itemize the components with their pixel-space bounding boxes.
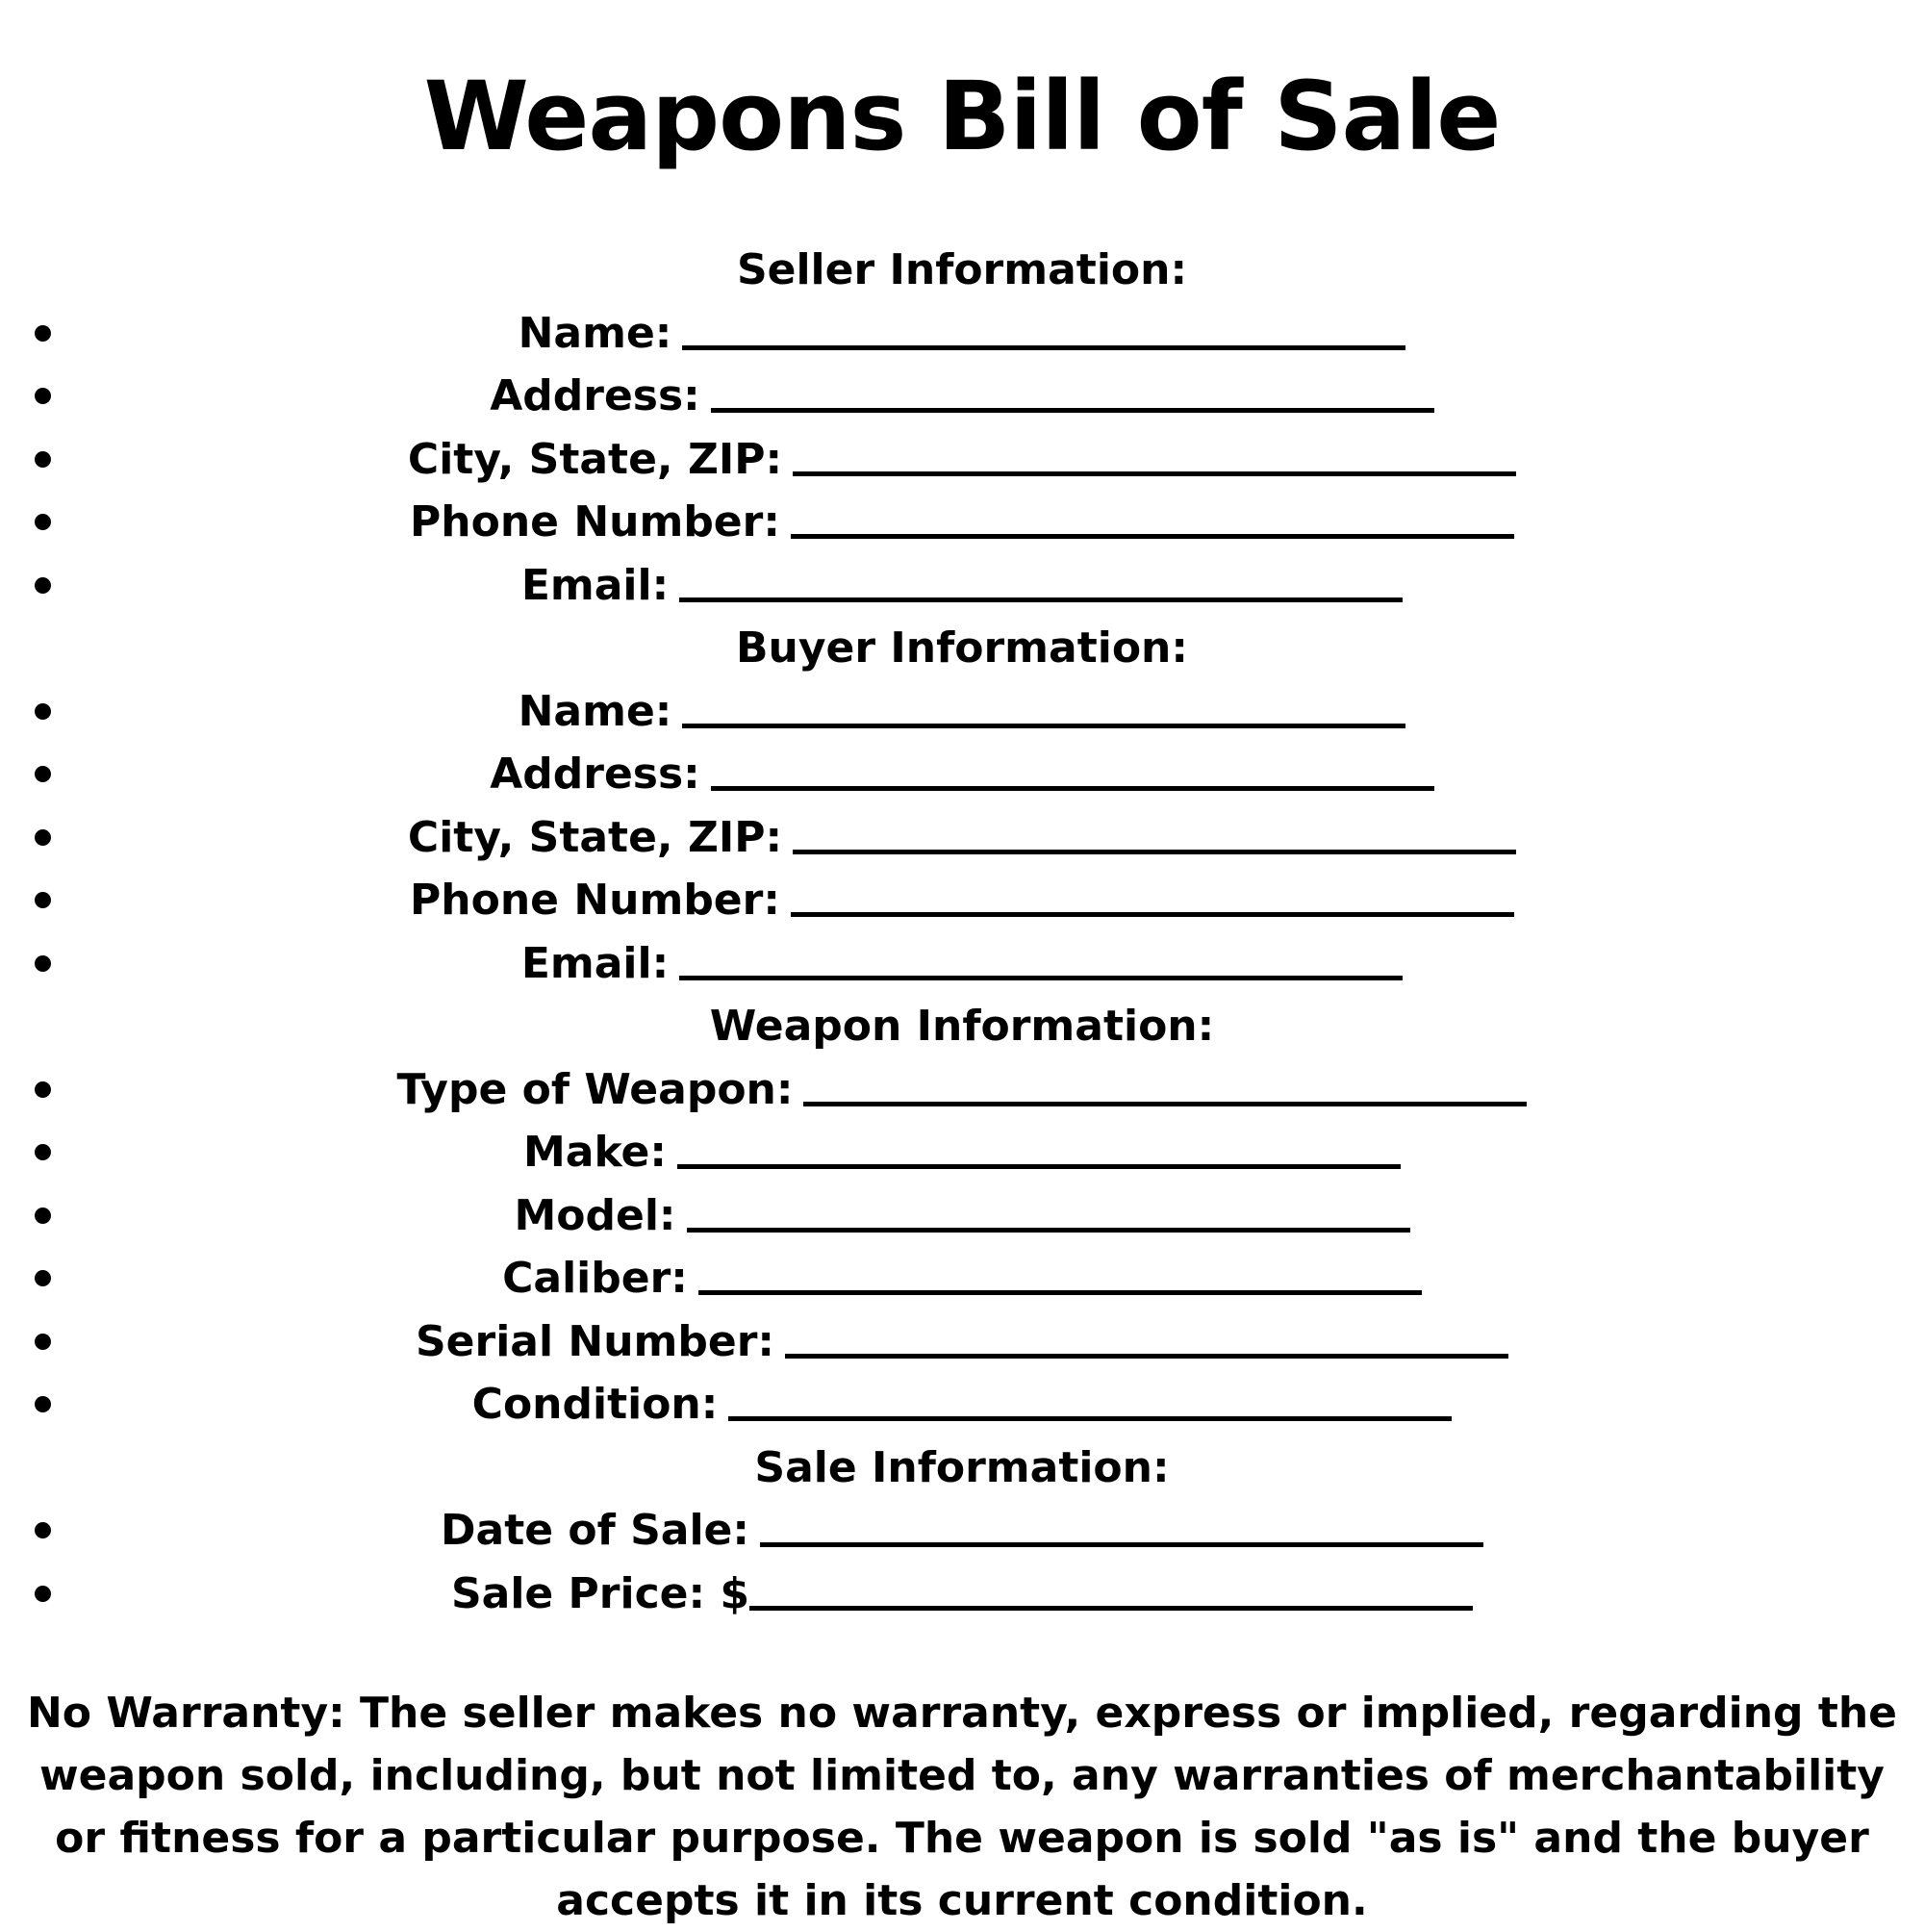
bullet-icon [35, 892, 51, 908]
seller-phone-row [0, 491, 1924, 554]
bullet-icon [35, 1586, 51, 1602]
sale-date-row [0, 1499, 1924, 1563]
weapon-serial-row [0, 1310, 1924, 1374]
sale-price-label: Sale Price: $ [450, 1568, 750, 1618]
seller-section-heading: Seller Information: [736, 245, 1188, 294]
buyer-email-row [0, 932, 1924, 996]
buyer-address-field[interactable] [711, 786, 1434, 791]
seller-email-label: Email: [520, 560, 670, 610]
buyer-email-field[interactable] [679, 976, 1403, 980]
buyer-city-state-zip-label: City, State, ZIP: [407, 812, 783, 862]
seller-name-label: Name: [518, 308, 672, 358]
bullet-icon [35, 1081, 51, 1098]
no-warranty-disclaimer: No Warranty: The seller makes no warranty, express or implied, regarding the weapon sold, including, but not limited to, any warranties of merchantability or fitness for a particular purpose. The weapon is sold "as is" and the buyer accepts it in its current condition. [26, 1689, 1898, 1925]
weapon-make-field[interactable] [677, 1164, 1401, 1169]
seller-name-field[interactable] [682, 345, 1405, 350]
weapon-condition-label: Condition: [471, 1380, 719, 1429]
buyer-section-heading: Buyer Information: [736, 623, 1188, 673]
bullet-icon [35, 1334, 51, 1350]
document-title: Weapons Bill of Sale [423, 62, 1501, 172]
seller-city-state-zip-row [0, 428, 1924, 492]
bullet-icon [35, 1208, 51, 1224]
bullet-icon [35, 703, 51, 720]
seller-email-row [0, 554, 1924, 618]
seller-address-row [0, 365, 1924, 428]
buyer-phone-label: Phone Number: [410, 876, 780, 925]
bullet-icon [35, 514, 51, 530]
weapon-model-field[interactable] [687, 1228, 1410, 1233]
weapon-caliber-row [0, 1247, 1924, 1310]
seller-phone-label: Phone Number: [410, 497, 780, 547]
seller-email-field[interactable] [679, 597, 1403, 602]
weapon-caliber-field[interactable] [698, 1290, 1422, 1295]
buyer-phone-row [0, 869, 1924, 932]
weapon-serial-label: Serial Number: [415, 1316, 775, 1366]
buyer-address-label: Address: [490, 750, 700, 799]
bill-of-sale-form [0, 239, 1924, 1625]
weapon-type-row [0, 1058, 1924, 1122]
weapon-condition-row [0, 1373, 1924, 1436]
seller-address-field[interactable] [711, 408, 1434, 413]
weapon-section-heading: Weapon Information: [709, 1002, 1215, 1051]
weapon-type-field[interactable] [803, 1102, 1527, 1106]
weapon-model-label: Model: [514, 1190, 676, 1240]
buyer-phone-field[interactable] [791, 912, 1514, 917]
sale-date-label: Date of Sale: [441, 1506, 749, 1555]
seller-city-state-zip-field[interactable] [793, 471, 1516, 476]
sale-price-row [0, 1563, 1924, 1626]
buyer-name-label: Name: [518, 686, 672, 736]
bullet-icon [35, 955, 51, 972]
bullet-icon [35, 829, 51, 846]
buyer-city-state-zip-row [0, 806, 1924, 870]
sale-price-field[interactable] [749, 1606, 1473, 1611]
bullet-icon [35, 1270, 51, 1286]
weapon-make-label: Make: [523, 1128, 667, 1177]
bullet-icon [35, 388, 51, 404]
buyer-city-state-zip-field[interactable] [793, 850, 1516, 854]
buyer-address-row [0, 743, 1924, 806]
sale-date-field[interactable] [760, 1542, 1483, 1547]
weapon-model-row [0, 1184, 1924, 1248]
buyer-name-row [0, 680, 1924, 744]
weapon-type-label: Type of Weapon: [396, 1064, 794, 1114]
seller-address-label: Address: [490, 371, 700, 420]
bullet-icon [35, 1522, 51, 1538]
seller-phone-field[interactable] [791, 534, 1514, 539]
buyer-name-field[interactable] [682, 724, 1405, 728]
weapon-condition-field[interactable] [728, 1416, 1452, 1421]
weapon-caliber-label: Caliber: [502, 1254, 688, 1303]
seller-name-row [0, 302, 1924, 366]
weapon-serial-field[interactable] [785, 1354, 1508, 1359]
bullet-icon [35, 1396, 51, 1412]
seller-city-state-zip-label: City, State, ZIP: [407, 434, 783, 484]
bullet-icon [35, 577, 51, 594]
buyer-email-label: Email: [520, 938, 670, 988]
bullet-icon [35, 766, 51, 782]
bullet-icon [35, 325, 51, 342]
bullet-icon [35, 451, 51, 468]
sale-section-heading: Sale Information: [754, 1442, 1170, 1492]
bullet-icon [35, 1144, 51, 1160]
weapon-make-row [0, 1121, 1924, 1184]
